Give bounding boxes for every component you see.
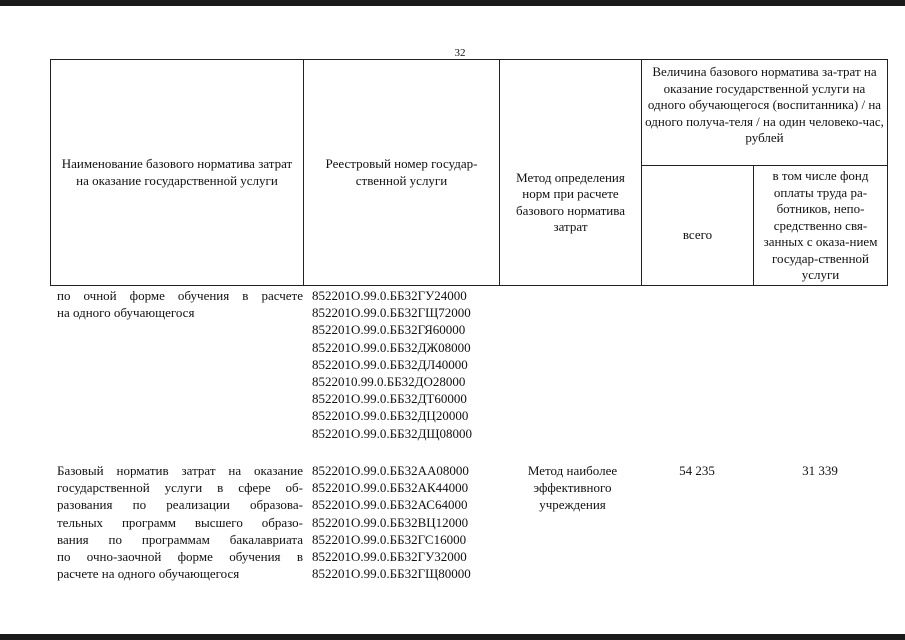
header-total-column: всего xyxy=(642,166,754,286)
registry-code: 852201О.99.0.ББ32ДТ60000 xyxy=(312,391,467,407)
registry-code: 852201О.99.0.ББ32ГЩ80000 xyxy=(312,566,471,582)
header-fund-column: в том числе фонд оплаты труда ра-ботников, непо-средственно свя-занных с оказа-нием государ-ственной услуги xyxy=(754,166,888,286)
registry-code: 852201О.99.0.ББ32ГС16000 xyxy=(312,531,467,547)
registry-code: 852201О.99.0.ББ32ДЛ40000 xyxy=(312,356,468,372)
row-2-name: Базовый норматив затрат на оказание государственной услуги в сфере об- разования по реализации образова- тельных программ высшего образо- вания по программам бакалавриата по очно-заочной форме обучения в расчете на одного обучающегося xyxy=(57,463,303,582)
registry-code: 852201О.99.0.ББ32ДЩ08000 xyxy=(312,425,473,441)
row-2-method: Метод наиболее эффективного учреждения xyxy=(527,463,618,513)
row-1-registry-codes xyxy=(312,287,507,442)
page-number: 32 xyxy=(454,47,466,59)
row-2-registry-codes xyxy=(312,462,507,582)
registry-code: 852201О.99.0.ББ32ГЩ72000 xyxy=(312,305,471,321)
row-2-fund: 31 339 xyxy=(802,463,838,478)
registry-code: 852201О.99.0.ББ32ВЦ12000 xyxy=(312,514,469,530)
registry-code: 852201О.99.0.ББ32АА08000 xyxy=(312,463,469,478)
bottom-border-bar xyxy=(0,634,905,640)
registry-code: 852201О.99.0.ББ32ГУ32000 xyxy=(312,549,467,565)
registry-code: 852201О.99.0.ББ32ГЯ60000 xyxy=(312,322,466,338)
row-2-total: 54 235 xyxy=(679,463,715,478)
top-border-bar xyxy=(0,0,905,6)
header-registry-column: Реестровый номер государ-ственной услуги xyxy=(304,60,500,286)
registry-code: 852201О.99.0.ББ32АК44000 xyxy=(312,480,469,496)
registry-code: 852201О.99.0.ББ32ДЦ20000 xyxy=(312,408,469,424)
registry-code: 852201О.99.0.ББ32АС64000 xyxy=(312,497,468,513)
norms-table-header xyxy=(50,59,888,286)
header-name-column: Наименование базового норматива затрат на оказание государственной услуги xyxy=(51,60,304,286)
registry-code: 852201О.99.0.ББ32ГУ24000 xyxy=(312,288,467,303)
header-value-group: Величина базового норматива за-трат на оказание государственной услуги на одного обучающегося (воспитанника) / на одного получа-теля / на один человеко-час, рублей xyxy=(642,60,888,166)
row-1-name: по очной форме обучения в расчете на одного обучающегося xyxy=(57,288,303,321)
registry-code: 8522010.99.0.ББ32ДО28000 xyxy=(312,374,466,390)
registry-code: 852201О.99.0.ББ32ДЖ08000 xyxy=(312,339,471,355)
header-method-column: Метод определения норм при расчете базового норматива затрат xyxy=(500,60,642,286)
